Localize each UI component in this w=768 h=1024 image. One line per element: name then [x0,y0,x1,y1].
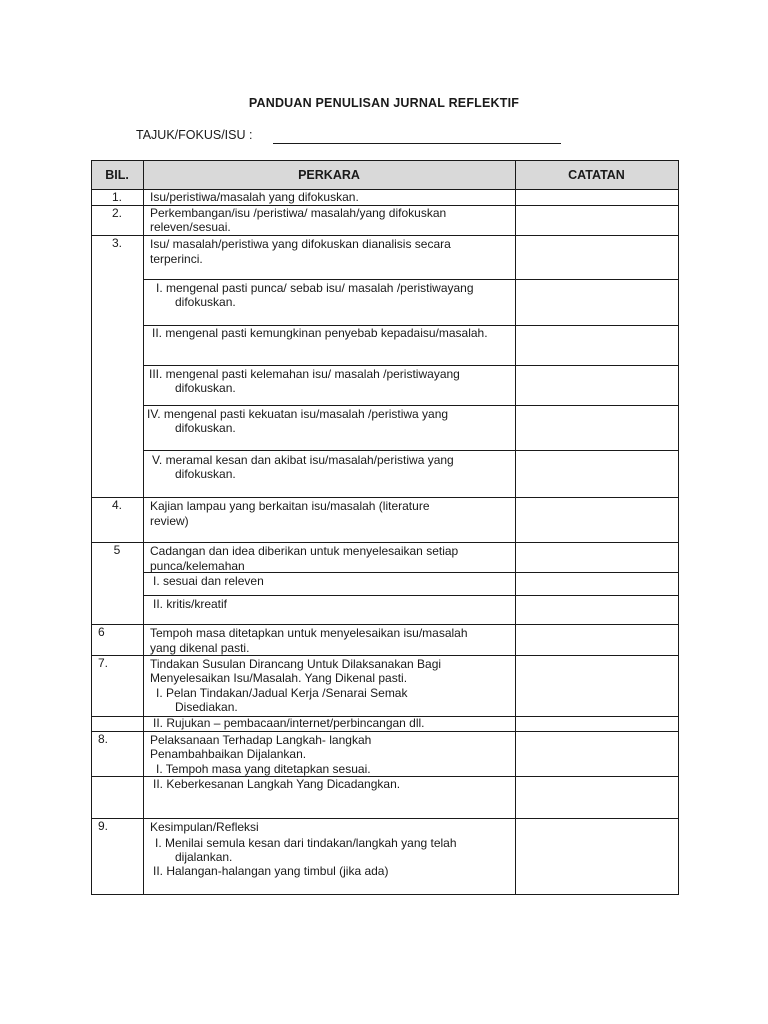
row-number: 4. [111,498,122,512]
perkara-subitem: II. mengenal pasti kemungkinan penyebab kepadaisu/masalah. [152,326,488,340]
row-border [91,235,678,236]
table-border-bottom [91,894,678,895]
perkara-text: Isu/ masalah/peristiwa yang difokuskan dianalisis secara [150,237,451,251]
header-catatan: CATATAN [568,168,625,182]
perkara-text: Kesimpulan/Refleksi [150,820,259,834]
perkara-text: Menyelesaikan Isu/Masalah. Yang Dikenal pasti. [150,671,408,685]
perkara-text: Penambahbaikan Dijalankan. [150,747,307,761]
perkara-subitem: II. Rujukan – pembacaan/internet/perbincangan dll. [153,716,425,730]
perkara-subitem: III. mengenal pasti kelemahan isu/ masalah /peristiwayang [149,367,460,381]
perkara-text: Tindakan Susulan Dirancang Untuk Dilaksanakan Bagi [150,657,442,671]
row-number: 6 [98,625,105,639]
perkara-text: Kajian lampau yang berkaitan isu/masalah (literature [150,499,430,513]
perkara-subitem: Disediakan. [175,700,238,714]
perkara-text: Perkembangan/isu /peristiwa/ masalah/yang difokuskan [150,206,447,220]
perkara-subitem: II. Keberkesanan Langkah Yang Dicadangkan. [153,777,401,791]
perkara-subitem: IV. mengenal pasti kekuatan isu/masalah /peristiwa yang [147,407,449,421]
row-border [91,731,678,732]
perkara-subitem: difokuskan. [175,381,236,395]
row-border [91,160,678,161]
perkara-subitem: I. Menilai semula kesan dari tindakan/langkah yang telah [155,836,457,850]
perkara-subitem: I. Pelan Tindakan/Jadual Kerja /Senarai Semak [156,686,408,700]
column-divider-bil [143,160,144,895]
sub-row-border [143,279,678,280]
table-border-right [678,160,679,895]
topic-label: TAJUK/FOKUS/ISU : [136,128,253,142]
table-border-left [91,160,92,895]
row-number: 9. [98,819,109,833]
perkara-subitem: difokuskan. [175,421,236,435]
document-title: PANDUAN PENULISAN JURNAL REFLEKTIF [248,96,520,110]
row-number: 7. [98,656,109,670]
row-number: 8. [98,732,109,746]
row-border [91,624,678,625]
row-border [91,818,678,819]
perkara-subitem: difokuskan. [175,467,236,481]
perkara-subitem: dijalankan. [175,850,233,864]
row-number: 2. [111,206,122,220]
perkara-text: terperinci. [150,252,203,266]
perkara-subitem: V. meramal kesan dan akibat isu/masalah/peristiwa yang [152,453,454,467]
perkara-subitem: difokuskan. [175,295,236,309]
column-divider-catatan [515,160,516,895]
perkara-text: review) [150,514,189,528]
row-border [91,542,678,543]
perkara-text: Tempoh masa ditetapkan untuk menyelesaikan isu/masalah [150,626,468,640]
perkara-subitem: II. Halangan-halangan yang timbul (jika ada) [153,864,389,878]
sub-row-border [143,405,678,406]
perkara-subitem: II. kritis/kreatif [153,597,228,611]
perkara-subitem: I. Tempoh masa yang ditetapkan sesuai. [156,762,371,776]
perkara-text: Cadangan dan idea diberikan untuk menyelesaikan setiap [150,544,459,558]
perkara-subitem: I. mengenal pasti punca/ sebab isu/ masalah /peristiwayang [156,281,474,295]
row-number: 1. [111,190,122,204]
perkara-subitem: I. sesuai dan releven [153,574,264,588]
perkara-text: Isu/peristiwa/masalah yang difokuskan. [150,190,359,204]
sub-row-border [143,365,678,366]
perkara-text: releven/sesuai. [150,220,231,234]
row-number: 3. [111,236,122,250]
perkara-text: punca/kelemahan [150,559,245,573]
perkara-text: Pelaksanaan Terhadap Langkah- langkah [150,733,372,747]
row-border [91,497,678,498]
header-perkara: PERKARA [298,168,360,182]
topic-fill-line [273,143,561,144]
sub-row-border [143,450,678,451]
row-number: 5 [113,543,121,557]
header-bil: BIL. [105,168,129,182]
sub-row-border [143,595,678,596]
perkara-text: yang dikenal pasti. [150,641,250,655]
